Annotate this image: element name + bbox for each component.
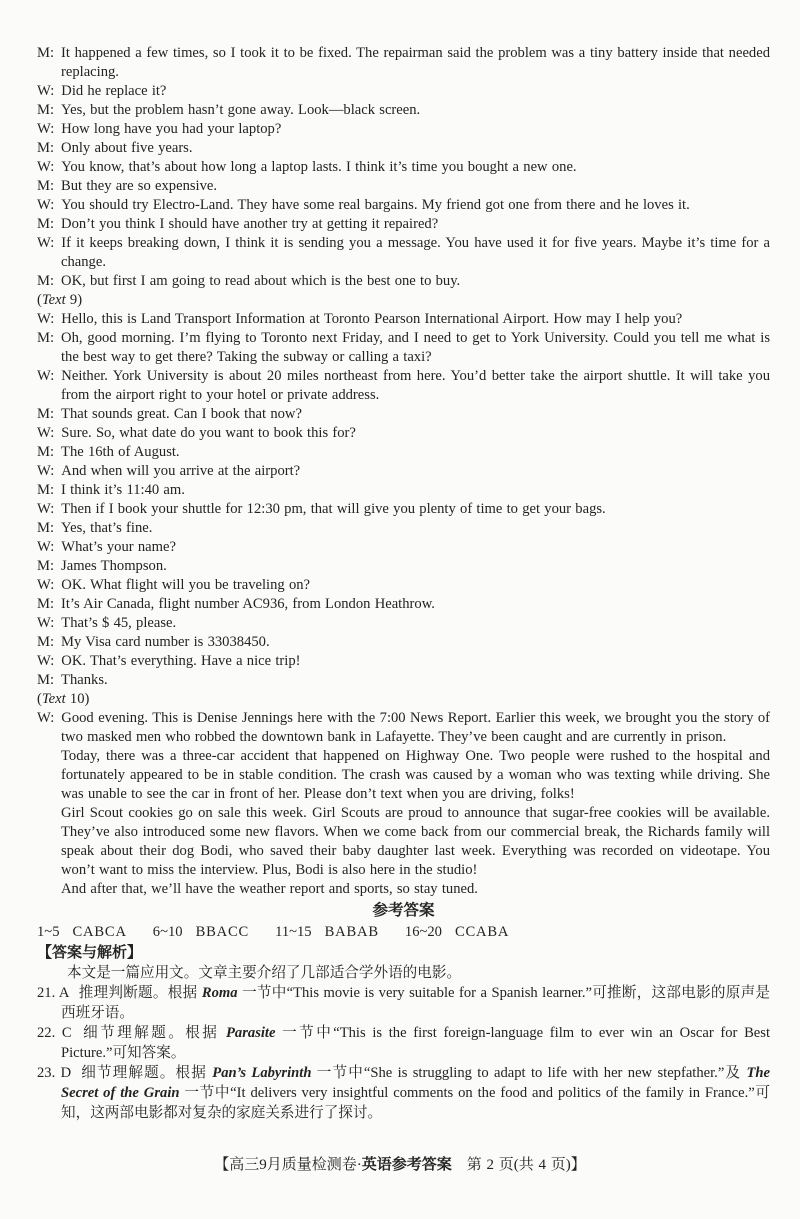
- transcript-line: [37, 120, 770, 139]
- answers-heading: 参考答案: [372, 902, 435, 919]
- transcript-line: [37, 234, 770, 272]
- transcript-line: [37, 500, 770, 519]
- transcript-line: [37, 633, 770, 652]
- line-text: That’s $ 45, please.: [61, 615, 177, 631]
- speaker-label: W:: [37, 710, 55, 726]
- answer-letters: BABAB: [324, 924, 379, 940]
- text-section-marker: (Text 10): [37, 691, 90, 707]
- speaker-label: M:: [37, 520, 55, 536]
- line-text: Neither. York University is about 20 miles northeast from here. You’d better take the airport shuttle. It will take you from the airport right to your hotel or private address.: [61, 368, 770, 403]
- item-explanation-text: 一节中“She is struggling to adapt to life with her new stepfather.”及: [311, 1065, 747, 1081]
- speaker-label: M:: [37, 558, 55, 574]
- item-number-and-answer: 22. C: [37, 1025, 72, 1041]
- transcript-line: [37, 595, 770, 614]
- line-text: And when will you arrive at the airport?: [61, 463, 301, 479]
- line-text: How long have you had your laptop?: [61, 121, 282, 137]
- transcript-line: [37, 557, 770, 576]
- line-text: Yes, that’s fine.: [61, 520, 153, 536]
- item-explanation-text: 推理判断题。根据: [78, 985, 202, 1001]
- item-explanation-text: 细节理解题。根据: [80, 1065, 213, 1081]
- line-text: Thanks.: [61, 672, 108, 688]
- line-text: Good evening. This is Denise Jennings here with the 7:00 News Report. Earlier this week, we brought you the story of two masked men who robbed the downtown bank in Lafayette. They’ve been caught and are currently in prison.: [61, 710, 770, 745]
- speaker-label: W:: [37, 615, 55, 631]
- item-number-and-answer: 23. D: [37, 1065, 72, 1081]
- transcript-line: [37, 272, 770, 291]
- speaker-label: W:: [37, 425, 55, 441]
- line-text: James Thompson.: [61, 558, 167, 574]
- page-footer: [0, 1155, 800, 1175]
- answer-range: 6~10: [152, 924, 183, 940]
- footer-booklet-title: 【高三9月质量检测卷·: [214, 1157, 362, 1173]
- transcript-line: [37, 177, 770, 196]
- answer-range: 1~5: [37, 924, 60, 940]
- transcript-line: [37, 44, 770, 82]
- line-text: Did he replace it?: [61, 83, 167, 99]
- transcript-line: [37, 310, 770, 329]
- speaker-label: M:: [37, 406, 55, 422]
- speaker-label: M:: [37, 273, 55, 289]
- speaker-label: M:: [37, 45, 55, 61]
- answer-letters: CABCA: [72, 924, 127, 940]
- speaker-label: W:: [37, 159, 55, 175]
- analysis-intro: 本文是一篇应用文。文章主要介绍了几部适合学外语的电影。: [67, 965, 462, 981]
- item-number-and-answer: 21. A: [37, 985, 70, 1001]
- speaker-label: M:: [37, 178, 55, 194]
- line-text: Sure. So, what date do you want to book this for?: [61, 425, 356, 441]
- movie-title: Pan’s Labyrinth: [212, 1065, 312, 1081]
- line-text: You know, that’s about how long a laptop lasts. I think it’s time you bought a new one.: [61, 159, 577, 175]
- analysis-items: [37, 983, 770, 1123]
- item-explanation-text: 一节中“It delivers very insightful comments on the food and politics of the family in France.”可知，这两部电影都对复杂的家庭关系进行了探讨。: [61, 1085, 770, 1121]
- item-explanation-text: 一节中“This movie is very suitable for a Spanish learner.”可推断，这部电影的原声是西班牙语。: [61, 985, 770, 1021]
- speaker-label: W:: [37, 197, 55, 213]
- transcript-continuation-paragraph: Girl Scout cookies go on sale this week. Girl Scouts are proud to announce that sugar-free cookies will be available. They’ve also introduced some new flavors. When we come back from our commercial break, the Richards family will speak about their dog Bodi, who saved their baby daughter last week. Everything was recorded on videotape. You won’t want to miss the interview. Plus, Bodi is also here in the studio!: [61, 805, 770, 878]
- analysis-section-title: 【答案与解析】: [37, 945, 143, 961]
- speaker-label: W:: [37, 311, 55, 327]
- analysis-item: [37, 983, 770, 1023]
- text-marker-word: Text: [41, 691, 66, 707]
- speaker-label: M:: [37, 140, 55, 156]
- speaker-label: M:: [37, 102, 55, 118]
- line-text: It’s Air Canada, flight number AC936, from London Heathrow.: [61, 596, 435, 612]
- speaker-label: W:: [37, 653, 55, 669]
- transcript-line: [37, 329, 770, 367]
- transcript-line: [37, 101, 770, 120]
- speaker-label: W:: [37, 83, 55, 99]
- transcript-line: [37, 139, 770, 158]
- speaker-label: M:: [37, 482, 55, 498]
- speaker-label: M:: [37, 216, 55, 232]
- transcript-line: [37, 367, 770, 405]
- speaker-label: W:: [37, 235, 55, 251]
- speaker-label: W:: [37, 368, 55, 384]
- speaker-label: M:: [37, 330, 55, 346]
- transcript-line: [37, 405, 770, 424]
- speaker-label: M:: [37, 672, 55, 688]
- transcript-line: [37, 196, 770, 215]
- transcript-continuation-paragraph: And after that, we’ll have the weather report and sports, so stay tuned.: [61, 881, 478, 897]
- line-text: You should try Electro-Land. They have some real bargains. My friend got one from there and he loves it.: [61, 197, 690, 213]
- line-text: OK. That’s everything. Have a nice trip!: [61, 653, 301, 669]
- transcript-line: [37, 519, 770, 538]
- answer-range: 11~15: [275, 924, 312, 940]
- transcript-continuation-paragraph: Today, there was a three-car accident that happened on Highway One. Two people were rushed to the hospital and fortunately appeared to be in stable condition. The crash was caused by a woman who was texting while driving. She was unable to see the car in front of her. Please don’t text when you are driving, folks!: [61, 748, 770, 802]
- line-text: OK. What flight will you be traveling on?: [61, 577, 311, 593]
- item-explanation-text: 一节中“This is the first foreign-language film to ever win an Oscar for Best Picture.”可知答案。: [61, 1025, 771, 1061]
- answer-letters: BBACC: [195, 924, 250, 940]
- transcript-line: [37, 614, 770, 633]
- speaker-label: W:: [37, 121, 55, 137]
- speaker-label: M:: [37, 596, 55, 612]
- speaker-label: W:: [37, 501, 55, 517]
- transcript-line: [37, 671, 770, 690]
- transcript-line: [37, 82, 770, 101]
- footer-subject-title: 英语参考答案: [361, 1157, 452, 1173]
- speaker-label: M:: [37, 444, 55, 460]
- line-text: Yes, but the problem hasn’t gone away. Look—black screen.: [61, 102, 421, 118]
- transcript-line: [37, 481, 770, 500]
- analysis-item: [37, 1023, 771, 1063]
- movie-title: The Secret of the Grain: [61, 1065, 771, 1101]
- line-text: Then if I book your shuttle for 12:30 pm, that will give you plenty of time to get your bags.: [61, 501, 606, 517]
- movie-title: Parasite: [226, 1025, 276, 1041]
- line-text: What’s your name?: [61, 539, 176, 555]
- line-text: But they are so expensive.: [61, 178, 218, 194]
- line-text: My Visa card number is 33038450.: [61, 634, 270, 650]
- text-marker-word: Text: [41, 292, 66, 308]
- line-text: I think it’s 11:40 am.: [61, 482, 185, 498]
- text-section-marker: (Text 9): [37, 292, 83, 308]
- footer-page-number: 第 2 页(共 4 页)】: [451, 1157, 586, 1173]
- transcript-line: [37, 709, 770, 747]
- analysis-item: [37, 1063, 771, 1123]
- transcript-line: [37, 424, 770, 443]
- transcript-line: [37, 652, 770, 671]
- transcript-line: [37, 462, 770, 481]
- line-text: OK, but first I am going to read about which is the best one to buy.: [61, 273, 461, 289]
- answer-key-line: [37, 922, 770, 943]
- transcript-line: [37, 158, 770, 177]
- speaker-label: W:: [37, 539, 55, 555]
- line-text: It happened a few times, so I took it to be fixed. The repairman said the problem was a tiny battery inside that needed replacing.: [61, 45, 770, 80]
- line-text: Only about five years.: [61, 140, 193, 156]
- transcript: [37, 44, 770, 899]
- line-text: Don’t you think I should have another try at getting it repaired?: [61, 216, 439, 232]
- transcript-line: [37, 576, 770, 595]
- answer-range: 16~20: [404, 924, 442, 940]
- transcript-line: [37, 443, 770, 462]
- speaker-label: W:: [37, 463, 55, 479]
- movie-title: Roma: [201, 985, 238, 1001]
- transcript-line: [37, 215, 770, 234]
- speaker-label: W:: [37, 577, 55, 593]
- item-explanation-text: 细节理解题。根据: [80, 1025, 226, 1041]
- speaker-label: M:: [37, 634, 55, 650]
- line-text: Oh, good morning. I’m flying to Toronto next Friday, and I need to get to York University. Could you tell me what is the best way to get there? Taking the subway or calling a taxi?: [61, 330, 770, 365]
- line-text: Hello, this is Land Transport Information at Toronto Pearson International Airport. How may I help you?: [61, 311, 683, 327]
- line-text: That sounds great. Can I book that now?: [61, 406, 302, 422]
- line-text: If it keeps breaking down, I think it is sending you a message. You have used it for five years. Maybe it’s time for a change.: [61, 235, 770, 270]
- transcript-line: [37, 538, 770, 557]
- line-text: The 16th of August.: [61, 444, 180, 460]
- answer-letters: CCABA: [454, 924, 510, 940]
